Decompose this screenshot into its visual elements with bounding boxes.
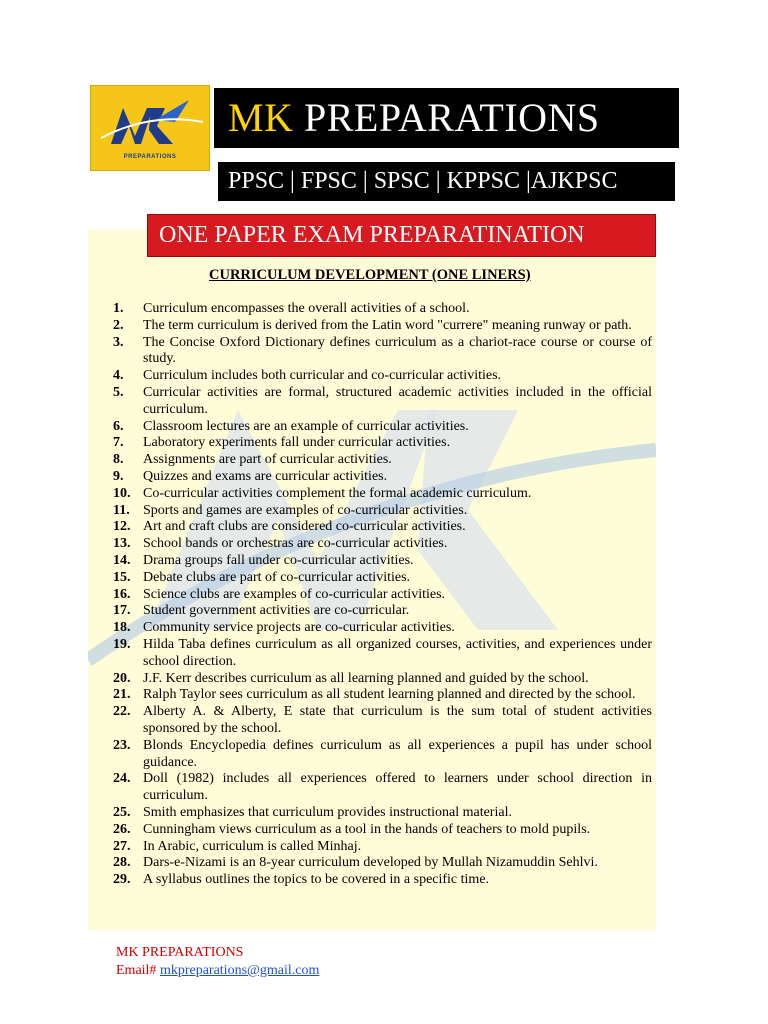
list-item-text: Curricular activities are formal, structured academic activities included in the official curriculum.: [143, 384, 652, 417]
list-item-number: 17.: [113, 603, 131, 619]
list-item: [113, 620, 652, 637]
brand-title-rest: PREPARATIONS: [303, 95, 600, 140]
list-item-number: 29.: [113, 872, 131, 888]
footer: [116, 944, 319, 980]
list-item-text: Science clubs are examples of co-curricular activities.: [143, 586, 446, 602]
list-item-number: 14.: [113, 552, 131, 568]
list-item-number: 27.: [113, 838, 131, 854]
list-item-text: Hilda Taba defines curriculum as all organized courses, activities, and experiences under school direction.: [143, 636, 652, 669]
list-item-number: 22.: [113, 704, 131, 720]
list-item: [113, 318, 652, 335]
list-item-number: 4.: [113, 368, 124, 384]
list-item-text: The Concise Oxford Dictionary defines curriculum as a chariot-race course or course of study.: [143, 334, 652, 367]
list-item-text: Curriculum encompasses the overall activities of a school.: [143, 301, 470, 316]
list-item-number: 16.: [113, 586, 131, 602]
list-item-number: 25.: [113, 804, 131, 820]
list-item-text: Blonds Encyclopedia defines curriculum as all experiences a pupil has under school guidance.: [143, 737, 652, 770]
list-item-text: In Arabic, curriculum is called Minhaj.: [143, 838, 362, 854]
list-item: [113, 704, 652, 738]
list-item: [113, 553, 652, 570]
list-item-text: Doll (1982) includes all experiences offered to learners under school direction in curriculum.: [143, 771, 652, 804]
list-item: [113, 469, 652, 486]
list-item-number: 12.: [113, 519, 131, 535]
list-item-number: 24.: [113, 771, 131, 787]
list-item-number: 7.: [113, 435, 124, 451]
list-item: [113, 687, 652, 704]
list-item: [113, 486, 652, 503]
list-item-number: 2.: [113, 317, 124, 333]
list-item-text: School bands or orchestras are co-curricular activities.: [143, 536, 448, 552]
list-item-text: Ralph Taylor sees curriculum as all student learning planned and directed by the school.: [143, 687, 636, 703]
list-item-text: Drama groups fall under co-curricular activities.: [143, 552, 414, 568]
list-item: [113, 587, 652, 604]
list-item: [113, 419, 652, 436]
list-item: [113, 872, 652, 889]
list-item: [113, 637, 652, 671]
list-item-text: Laboratory experiments fall under curricular activities.: [143, 435, 451, 451]
list-item-text: Cunningham views curriculum as a tool in the hands of teachers to mold pupils.: [143, 821, 591, 837]
list-item-number: 21.: [113, 687, 131, 703]
list-item-number: 13.: [113, 536, 131, 552]
list-item-text: J.F. Kerr describes curriculum as all learning planned and guided by the school.: [143, 670, 589, 686]
list-item-number: 18.: [113, 620, 131, 636]
list-item-text: Co-curricular activities complement the formal academic curriculum.: [143, 485, 532, 501]
exam-banner: ONE PAPER EXAM PREPARATINATION: [147, 214, 656, 257]
list-item-number: 5.: [113, 384, 124, 400]
one-liners-list: [113, 301, 652, 889]
document-heading: CURRICULUM DEVELOPMENT (ONE LINERS): [209, 267, 531, 283]
footer-email-link[interactable]: mkpreparations@gmail.com: [159, 963, 320, 978]
list-item: [113, 822, 652, 839]
list-item-number: 3.: [113, 334, 124, 350]
list-item-text: The term curriculum is derived from the Latin word "currere" meaning runway or path.: [143, 317, 632, 333]
list-item: [113, 738, 652, 772]
list-item: [113, 301, 652, 318]
list-item: [113, 603, 652, 620]
list-item: [113, 771, 652, 805]
list-item: [113, 855, 652, 872]
footer-email-label: Email#: [116, 963, 157, 978]
list-item: [113, 519, 652, 536]
list-item-text: Classroom lectures are an example of curricular activities.: [143, 418, 469, 434]
list-item-number: 11.: [113, 502, 130, 518]
list-item: [113, 570, 652, 587]
list-item-text: Quizzes and exams are curricular activities.: [143, 468, 388, 484]
list-item-text: Art and craft clubs are considered co-curricular activities.: [143, 519, 466, 535]
list-item: [113, 671, 652, 688]
list-item-number: 26.: [113, 821, 131, 837]
logo-caption: PREPARATIONS: [123, 154, 177, 160]
list-item-text: Smith emphasizes that curriculum provides instructional material.: [143, 804, 512, 820]
list-item-text: Curriculum includes both curricular and co-curricular activities.: [143, 368, 502, 384]
list-item-number: 15.: [113, 569, 131, 585]
list-item-text: Community service projects are co-curricular activities.: [143, 620, 455, 636]
list-item: [113, 805, 652, 822]
list-item-text: A syllabus outlines the topics to be covered in a specific time.: [143, 872, 490, 888]
list-item-number: 9.: [113, 468, 124, 484]
list-item-number: 19.: [113, 636, 131, 652]
list-item: [113, 385, 652, 419]
footer-brand: MK PREPARATIONS: [116, 945, 244, 960]
list-item-number: 10.: [113, 485, 131, 501]
list-item: [113, 368, 652, 385]
list-item-number: 8.: [113, 452, 124, 468]
exam-boards-bar: PPSC | FPSC | SPSC | KPPSC |AJKPSC: [218, 162, 675, 201]
list-item-number: 20.: [113, 670, 131, 686]
brand-title-bar: [214, 88, 679, 148]
brand-title-mk: MK: [228, 95, 294, 140]
list-item-text: Dars-e-Nizami is an 8-year curriculum developed by Mullah Nizamuddin Sehlvi.: [143, 855, 598, 871]
brand-title: [228, 94, 600, 141]
list-item-text: Debate clubs are part of co-curricular activities.: [143, 569, 411, 585]
list-item: [113, 839, 652, 856]
list-item-text: Student government activities are co-curricular.: [143, 603, 410, 619]
list-item-number: 28.: [113, 855, 131, 871]
list-item: [113, 335, 652, 369]
brand-logo: [90, 85, 210, 171]
list-item-text: Assignments are part of curricular activities.: [143, 452, 392, 468]
list-item: [113, 452, 652, 469]
list-item-number: 23.: [113, 737, 131, 753]
list-item-number: 1.: [113, 301, 124, 316]
list-item: [113, 503, 652, 520]
list-item-number: 6.: [113, 418, 124, 434]
list-item: [113, 435, 652, 452]
list-item-text: Alberty A. & Alberty, E state that curriculum is the sum total of student activities sponsored by the school.: [143, 704, 652, 736]
list-item-text: Sports and games are examples of co-curricular activities.: [143, 502, 468, 518]
list-item: [113, 536, 652, 553]
